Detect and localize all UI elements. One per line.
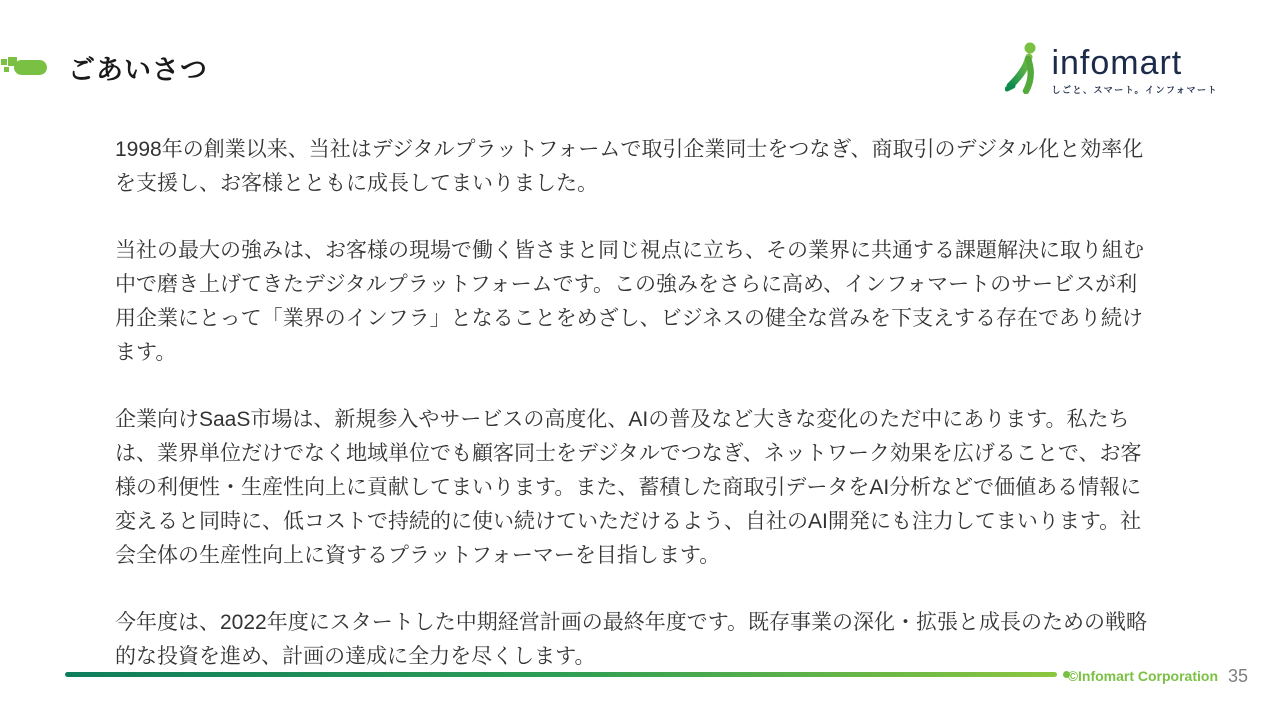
leaping-person-icon xyxy=(1005,42,1043,94)
title-accent-decoration xyxy=(0,57,50,77)
accent-square-small-1 xyxy=(1,59,7,65)
page-title: ごあいさつ xyxy=(68,55,208,85)
paragraph-4: 今年度は、2022年度にスタートした中期経営計画の最終年度です。既存事業の深化・拡張と成長のための戦略的な投資を進め、計画の達成に全力を尽くします。 xyxy=(115,611,1148,668)
body-text xyxy=(115,133,1157,674)
logo-tagline: しごと、スマート。インフォマート xyxy=(1051,85,1218,95)
footer-divider-line xyxy=(65,672,1057,677)
footer-copyright: ©Infomart Corporation xyxy=(1067,668,1218,684)
paragraph-2: 当社の最大の強みは、お客様の現場で働く皆さまと同じ視点に立ち、その業界に共通する課題解決に取り組む中で磨き上げてきたデジタルプラットフォームです。この強みをさらに高め、インフォマートのサービスが利用企業にとって「業界のインフラ」となることをめざし、ビジネスの健全な営みを下支えする存在であり続けます。 xyxy=(115,239,1144,364)
accent-pill xyxy=(14,60,47,75)
page-number: 35 xyxy=(1227,666,1248,686)
logo-text-column xyxy=(1051,42,1218,96)
accent-square-small-2 xyxy=(4,67,9,72)
paragraph-1: 1998年の創業以来、当社はデジタルプラットフォームで取引企業同士をつなぎ、商取引のデジタル化と効率化を支援し、お客様とともに成長してまいりました。 xyxy=(115,138,1144,195)
infomart-logo xyxy=(1005,42,1218,96)
logo-wordmark: infomart xyxy=(1051,44,1183,82)
paragraph-3: 企業向けSaaS市場は、新規参入やサービスの高度化、AIの普及など大きな変化のただ中にあります。私たちは、業界単位だけでなく地域単位でも顧客同士をデジタルでつなぎ、ネットワーク効果を広げることで、お客様の利便性・生産性向上に貢献してまいります。また、蓄積した商取引データをAI分析などで価値ある情報に変えると同時に、低コストで持続的に使い続けていただけるよう、自社のAI開発にも注力してまいります。社会全体の生産性向上に資するプラットフォーマーを目指します。 xyxy=(115,408,1142,567)
